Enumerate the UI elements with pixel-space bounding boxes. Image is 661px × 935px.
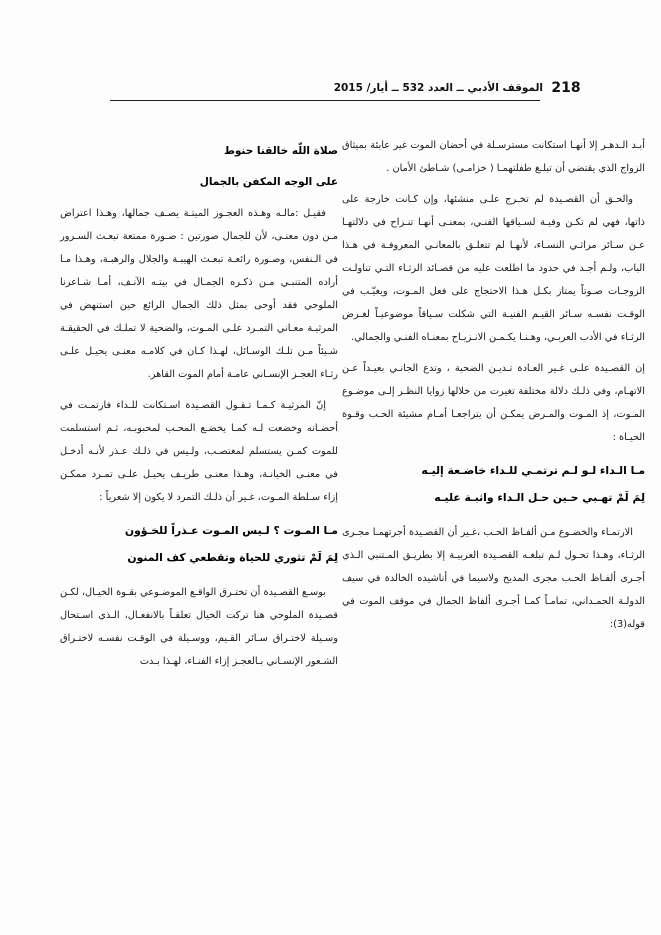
- poem-verse-block: [60, 517, 338, 571]
- poem-heading: على الوجه المكفن بالجمال: [199, 176, 338, 188]
- verse-line: لِمَ لَمْ تثوري للحياة وتقطعي كف المنون: [127, 551, 338, 564]
- journal-title: الموقف الأدبي ــ العدد 532 ــ أيار/ 2015: [333, 82, 543, 94]
- right-column: [342, 134, 645, 644]
- paragraph: والحـق أن القصـيدة لم تخـرج علـى منشئها، وإن كـانت خارجة على ذاتها، فهي لم تكـن وفيـة لسـياقها الفنـي، بمعنـى أنهـا تنـزاح في دلالتهـا عـن سـائر مراثـي النسـاء، لأنهـا لم تتعلـق بالمعانـي المعروفـة في هـذا الباب، ولـم أجـد في حدود ما اطلعت عليه من قصـائد الرثـاء التـي تناولـت الزوجـات صـوتاً يمتاز بكـل هـذا الاحتجاج على فعل المـوت، ويغيّـب في الوقـت نفسـه سـائر القيـم الفنيـة التي شكلت سـياقاً موضوعيـاً لغـرض الرثـاء في الأدب العربـي، وهـنـا يكـمـن الانـزيـاح بمعنـاه الفنـي والجمالي.: [342, 194, 645, 343]
- verse-line: مـا المـوت ؟ لـيس المـوت عـذراً للخـؤون: [124, 524, 338, 537]
- verse-line: لِمَ لَمْ تهـبي حـين حـل الـداء واثبـة عليـه: [434, 491, 645, 504]
- poem-verse-block: [342, 457, 645, 511]
- paragraph: أبـد الـدهـر إلا أنهـا استكانت مسترسـلة في أحضان الموت غير عابئة بميثاق الزواج الذي يقتضي أن تبلـغ طفلتهمـا ( خزامـى) شـاطئ الأمان .: [342, 140, 645, 174]
- header-divider: [110, 100, 540, 101]
- paragraph: فقيـل :مالـه وهـذه العجـوز الميتـة يصـف جمالها، وهـذا اعتراض مـن دون معنـى، لأن للجمال صورتين : صـورة ممتعة تبعـث السـرور في الـنفس، وصـورة رائعـة تبعـث الهيبـة والجلال والرهبـة، وهـذا مـا أراده المتنبـي مـن ذكـره الجمـال في بيتـه الآنـف، أمـا شـاعرنا الملوحي فقد أوحى بمثل ذلك الجمال الرائع حين استنهض في المرثيـة معـاني التمـرد علـى المـوت، والضحية لا تملـك في الحقيقـة شـيئاً مـن تلـك الوسـائل، لهـذا كـان في كلامـه معنـى يحيـل علـى رثـاء العجـز الإنسـاني عامـة أمام الموت القاهر.: [60, 208, 338, 380]
- paragraph: إنّ المرثيـة كـمـا تـقـول القصـيدة اسـتكانت للـداء فارتمـت في أحضـانه وخضعت لـه كمـا يخضـع المحـب لمحبوبـه، ثـم استسلمت للموت كمـن يستسلم لمغتصـب، ولـيس في ذلـك عـذر لأنـه أدخـل في معنـى الخيانـة، وهـذا معنـى طريـف يحيـل علـى تمـرد ممكـن إزاء سـلطة المـوت، غـير أن ذلـك التمرد لا يكون إلا شعرياً :: [60, 400, 338, 503]
- paragraph: بوسـع القصـيدة أن تختـرق الواقـع الموضـوعي بقـوة الخيـال، لكـن قصـيدة الملوحي هنا تركت الخيال تعلقـاً بالانفعـال، الـذي اسـتحال وسـيلة لاختـراق سـائر القـيم، ووسـيلة في الوقـت نفسـه لاختـراق الشـعور الإنسـاني بـالعجـز إزاء الفنـاء، لهـذا بـدت: [60, 587, 338, 667]
- verse-line: مـا الـداء لـو لـم ترتمـي للـداء خاضـعة إليـه: [421, 464, 645, 477]
- poem-heading: صلاة اللّه خالقنا حنوط: [223, 145, 338, 157]
- page-header: [0, 72, 661, 106]
- paragraph: إن القصـيدة علـى غـير العـادة تـديـن الضحية ، وتدع الجانـي بعيـداً عـن الاتهـام، وفي ذلـك دلالة مختلفة تغيرت من خلالها زوايا النظـر إلـى موضـوع المـوت، إذ المـوت والمـرض يمكـن أن يتراجعـا أمـام مشيئة الحـب وقـوة الحيـاة :: [342, 363, 645, 443]
- paragraph: الارتمـاء والخضـوع مـن ألفـاظ الحـب ،غـير أن القصـيدة أجرتهمـا مجـرى الرثـاء، وهـذا تحـول لـم تبلغـه القصـيدة العربيـة إلا بطريـق المـتنبي الـذي أجـرى ألفـاظ الحـب مجرى المديح ولاسيما في أناشيده الخالدة في سيف الدولـة الحمـداني، تمامـاً كمـا أجـرى ألفاظ الجمال في موقف الموت في قوله(3):: [342, 527, 645, 630]
- page-number: 218: [551, 80, 581, 96]
- left-column: [60, 140, 338, 681]
